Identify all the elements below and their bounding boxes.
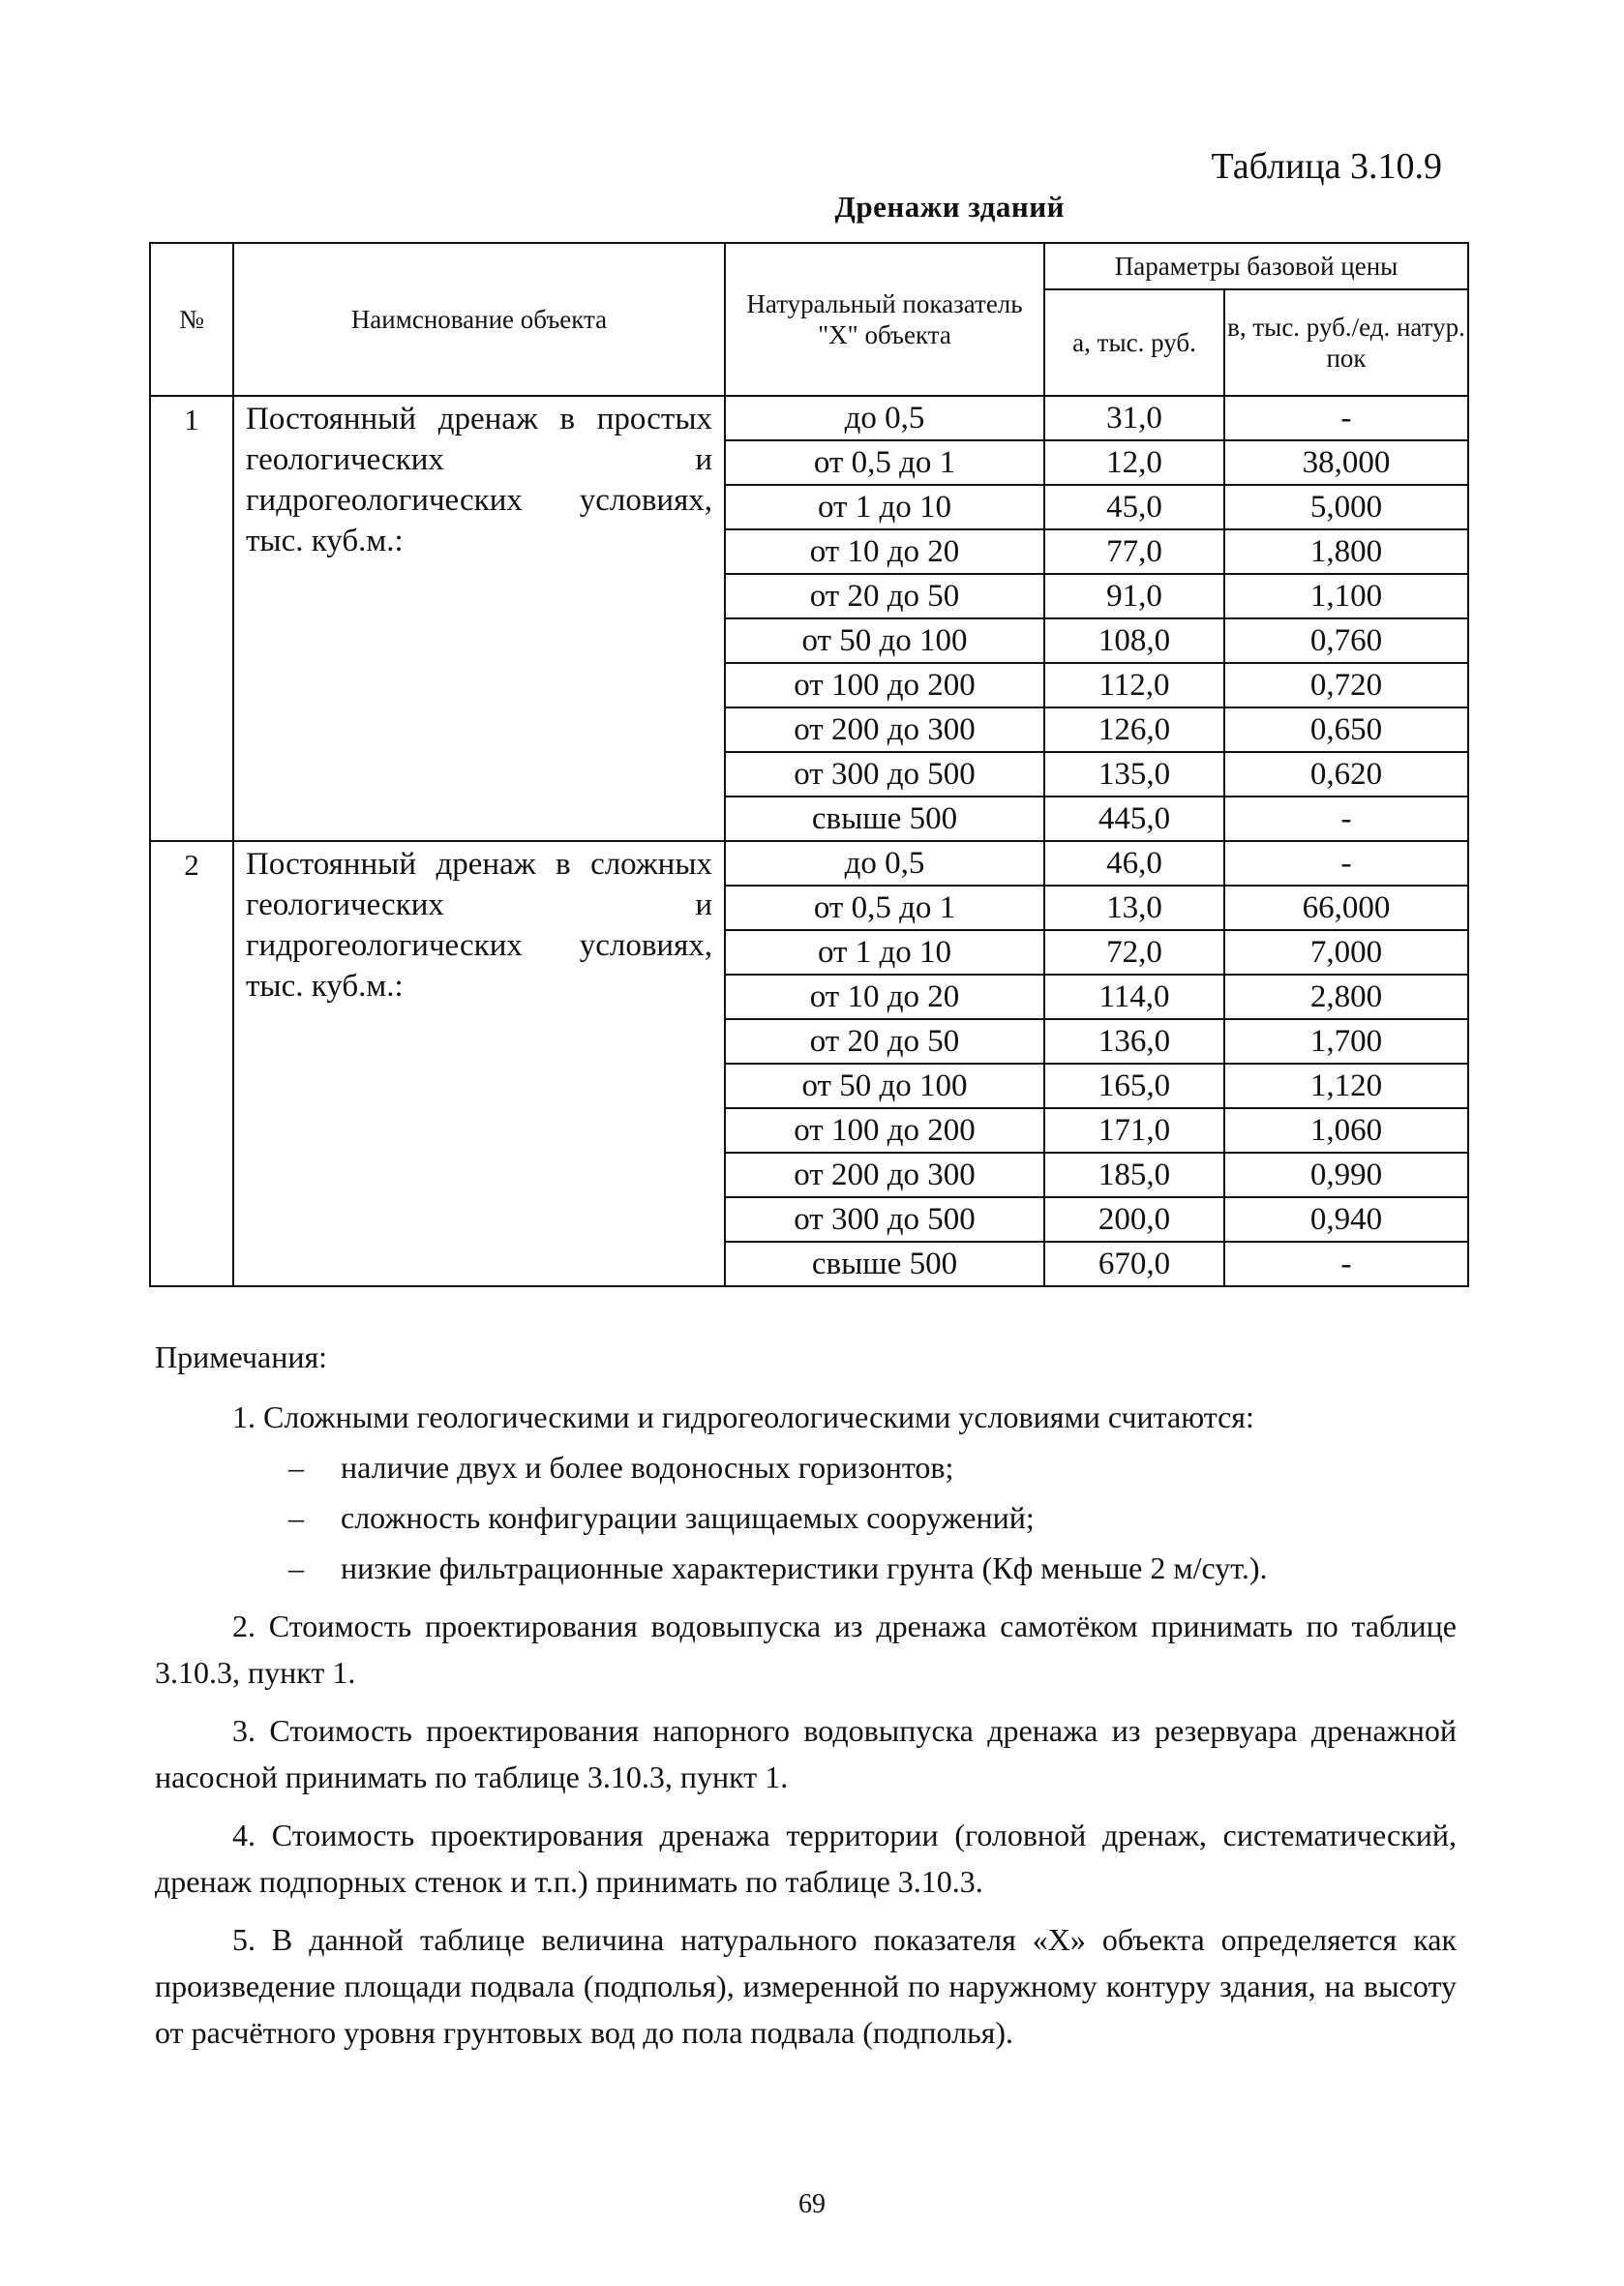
object-name: Постоянный дренаж в простых геологических и гидрогеологических условиях, тыс. куб.м.: bbox=[233, 396, 725, 841]
param-b-cell: 0,720 bbox=[1224, 663, 1468, 707]
natural-indicator-cell: от 20 до 50 bbox=[725, 1019, 1044, 1064]
natural-indicator-cell: до 0,5 bbox=[725, 396, 1044, 440]
natural-indicator-cell: от 20 до 50 bbox=[725, 574, 1044, 618]
header-natural-indicator: Натуральный показатель "Х" объекта bbox=[725, 243, 1044, 396]
note-1-item-text: наличие двух и более водоносных горизонтов; bbox=[341, 1450, 954, 1485]
note-1-item-text: сложность конфигурации защищаемых сооружений; bbox=[341, 1500, 1035, 1535]
note-1-item: – низкие фильтрационные характеристики грунта (Кф меньше 2 м/сут.). bbox=[288, 1550, 1268, 1585]
param-a-cell: 108,0 bbox=[1044, 618, 1224, 663]
natural-indicator-cell: от 1 до 10 bbox=[725, 930, 1044, 975]
object-name: Постоянный дренаж в сложных геологических и гидрогеологических условиях, тыс. куб.м.: bbox=[233, 841, 725, 1286]
param-b-cell: 1,800 bbox=[1224, 529, 1468, 574]
natural-indicator-cell: от 300 до 500 bbox=[725, 752, 1044, 797]
table-title: Дренажи зданий bbox=[834, 190, 1065, 224]
param-a-cell: 77,0 bbox=[1044, 529, 1224, 574]
param-a-cell: 72,0 bbox=[1044, 930, 1224, 975]
row-number: 1 bbox=[150, 396, 233, 841]
natural-indicator-cell: от 200 до 300 bbox=[725, 1153, 1044, 1197]
header-a: а, тыс. руб. bbox=[1044, 289, 1224, 396]
natural-indicator-cell: от 10 до 20 bbox=[725, 975, 1044, 1019]
param-a-cell: 171,0 bbox=[1044, 1108, 1224, 1153]
param-a-cell: 135,0 bbox=[1044, 752, 1224, 797]
param-a-cell: 126,0 bbox=[1044, 707, 1224, 752]
row-number: 2 bbox=[150, 841, 233, 1286]
table-row bbox=[150, 841, 1468, 886]
natural-indicator-cell: от 200 до 300 bbox=[725, 707, 1044, 752]
param-b-cell: - bbox=[1224, 797, 1468, 841]
note-3: 3. Стоимость проектирования напорного водовыпуска дренажа из резервуара дренажной насосной принимать по таблице 3.10.3, пункт 1. bbox=[155, 1713, 1457, 1794]
param-b-cell: 0,760 bbox=[1224, 618, 1468, 663]
param-b-cell: 0,940 bbox=[1224, 1197, 1468, 1242]
param-a-cell: 46,0 bbox=[1044, 841, 1224, 886]
param-a-cell: 112,0 bbox=[1044, 663, 1224, 707]
note-5: 5. В данной таблице величина натурального показателя «Х» объекта определяется как произведение площади подвала (подполья), измеренной по наружному контуру здания, на высоту от расчётного уровня грунтовых вод до пола подвала (подполья). bbox=[155, 1922, 1457, 2050]
table-body bbox=[150, 396, 1468, 1286]
param-b-cell: 1,100 bbox=[1224, 574, 1468, 618]
param-b-cell: 7,000 bbox=[1224, 930, 1468, 975]
param-a-cell: 200,0 bbox=[1044, 1197, 1224, 1242]
param-a-cell: 45,0 bbox=[1044, 485, 1224, 529]
param-a-cell: 12,0 bbox=[1044, 440, 1224, 485]
note-1: 1. Сложными геологическими и гидрогеологическими условиями считаются: bbox=[232, 1399, 1254, 1434]
param-b-cell: 0,990 bbox=[1224, 1153, 1468, 1197]
param-b-cell: - bbox=[1224, 1242, 1468, 1286]
param-b-cell: 1,060 bbox=[1224, 1108, 1468, 1153]
param-a-cell: 91,0 bbox=[1044, 574, 1224, 618]
natural-indicator-cell: от 10 до 20 bbox=[725, 529, 1044, 574]
table-label: Таблица 3.10.9 bbox=[1211, 146, 1442, 187]
note-1-item-text: низкие фильтрационные характеристики грунта (Кф меньше 2 м/сут.). bbox=[341, 1550, 1268, 1585]
header-object-name: Наимснование объекта bbox=[233, 243, 725, 396]
notes-title: Примечания: bbox=[155, 1339, 328, 1374]
header-base-price-params: Параметры базовой цены bbox=[1044, 243, 1468, 289]
note-1-item: – сложность конфигурации защищаемых сооружений; bbox=[288, 1500, 1035, 1535]
param-a-cell: 445,0 bbox=[1044, 797, 1224, 841]
param-a-cell: 13,0 bbox=[1044, 886, 1224, 930]
notes-section bbox=[155, 1334, 1457, 2056]
header-num: № bbox=[150, 243, 233, 396]
param-b-cell: 0,650 bbox=[1224, 707, 1468, 752]
natural-indicator-cell: от 50 до 100 bbox=[725, 618, 1044, 663]
param-b-cell: 38,000 bbox=[1224, 440, 1468, 485]
note-2: 2. Стоимость проектирования водовыпуска из дренажа самотёком принимать по таблице 3.10.3, пункт 1. bbox=[155, 1609, 1457, 1690]
param-b-cell: 2,800 bbox=[1224, 975, 1468, 1019]
param-a-cell: 136,0 bbox=[1044, 1019, 1224, 1064]
param-a-cell: 165,0 bbox=[1044, 1064, 1224, 1108]
natural-indicator-cell: свыше 500 bbox=[725, 797, 1044, 841]
header-b: в, тыс. руб./ед. натур. пок bbox=[1224, 289, 1468, 396]
natural-indicator-cell: от 100 до 200 bbox=[725, 663, 1044, 707]
natural-indicator-cell: до 0,5 bbox=[725, 841, 1044, 886]
table-row bbox=[150, 396, 1468, 440]
natural-indicator-cell: от 300 до 500 bbox=[725, 1197, 1044, 1242]
natural-indicator-cell: от 0,5 до 1 bbox=[725, 440, 1044, 485]
page-number: 69 bbox=[798, 2189, 826, 2219]
note-4: 4. Стоимость проектирования дренажа территории (головной дренаж, систематический, дренаж подпорных стенок и т.п.) принимать по таблице 3.10.3. bbox=[155, 1818, 1457, 1899]
note-1-item: – наличие двух и более водоносных горизонтов; bbox=[288, 1450, 954, 1485]
param-a-cell: 670,0 bbox=[1044, 1242, 1224, 1286]
param-b-cell: - bbox=[1224, 396, 1468, 440]
price-table bbox=[149, 242, 1467, 1287]
natural-indicator-cell: от 100 до 200 bbox=[725, 1108, 1044, 1153]
param-b-cell: 66,000 bbox=[1224, 886, 1468, 930]
param-a-cell: 114,0 bbox=[1044, 975, 1224, 1019]
param-b-cell: 1,700 bbox=[1224, 1019, 1468, 1064]
natural-indicator-cell: от 0,5 до 1 bbox=[725, 886, 1044, 930]
param-b-cell: 0,620 bbox=[1224, 752, 1468, 797]
natural-indicator-cell: от 1 до 10 bbox=[725, 485, 1044, 529]
param-b-cell: 5,000 bbox=[1224, 485, 1468, 529]
param-a-cell: 31,0 bbox=[1044, 396, 1224, 440]
natural-indicator-cell: от 50 до 100 bbox=[725, 1064, 1044, 1108]
param-b-cell: 1,120 bbox=[1224, 1064, 1468, 1108]
natural-indicator-cell: свыше 500 bbox=[725, 1242, 1044, 1286]
param-b-cell: - bbox=[1224, 841, 1468, 886]
param-a-cell: 185,0 bbox=[1044, 1153, 1224, 1197]
